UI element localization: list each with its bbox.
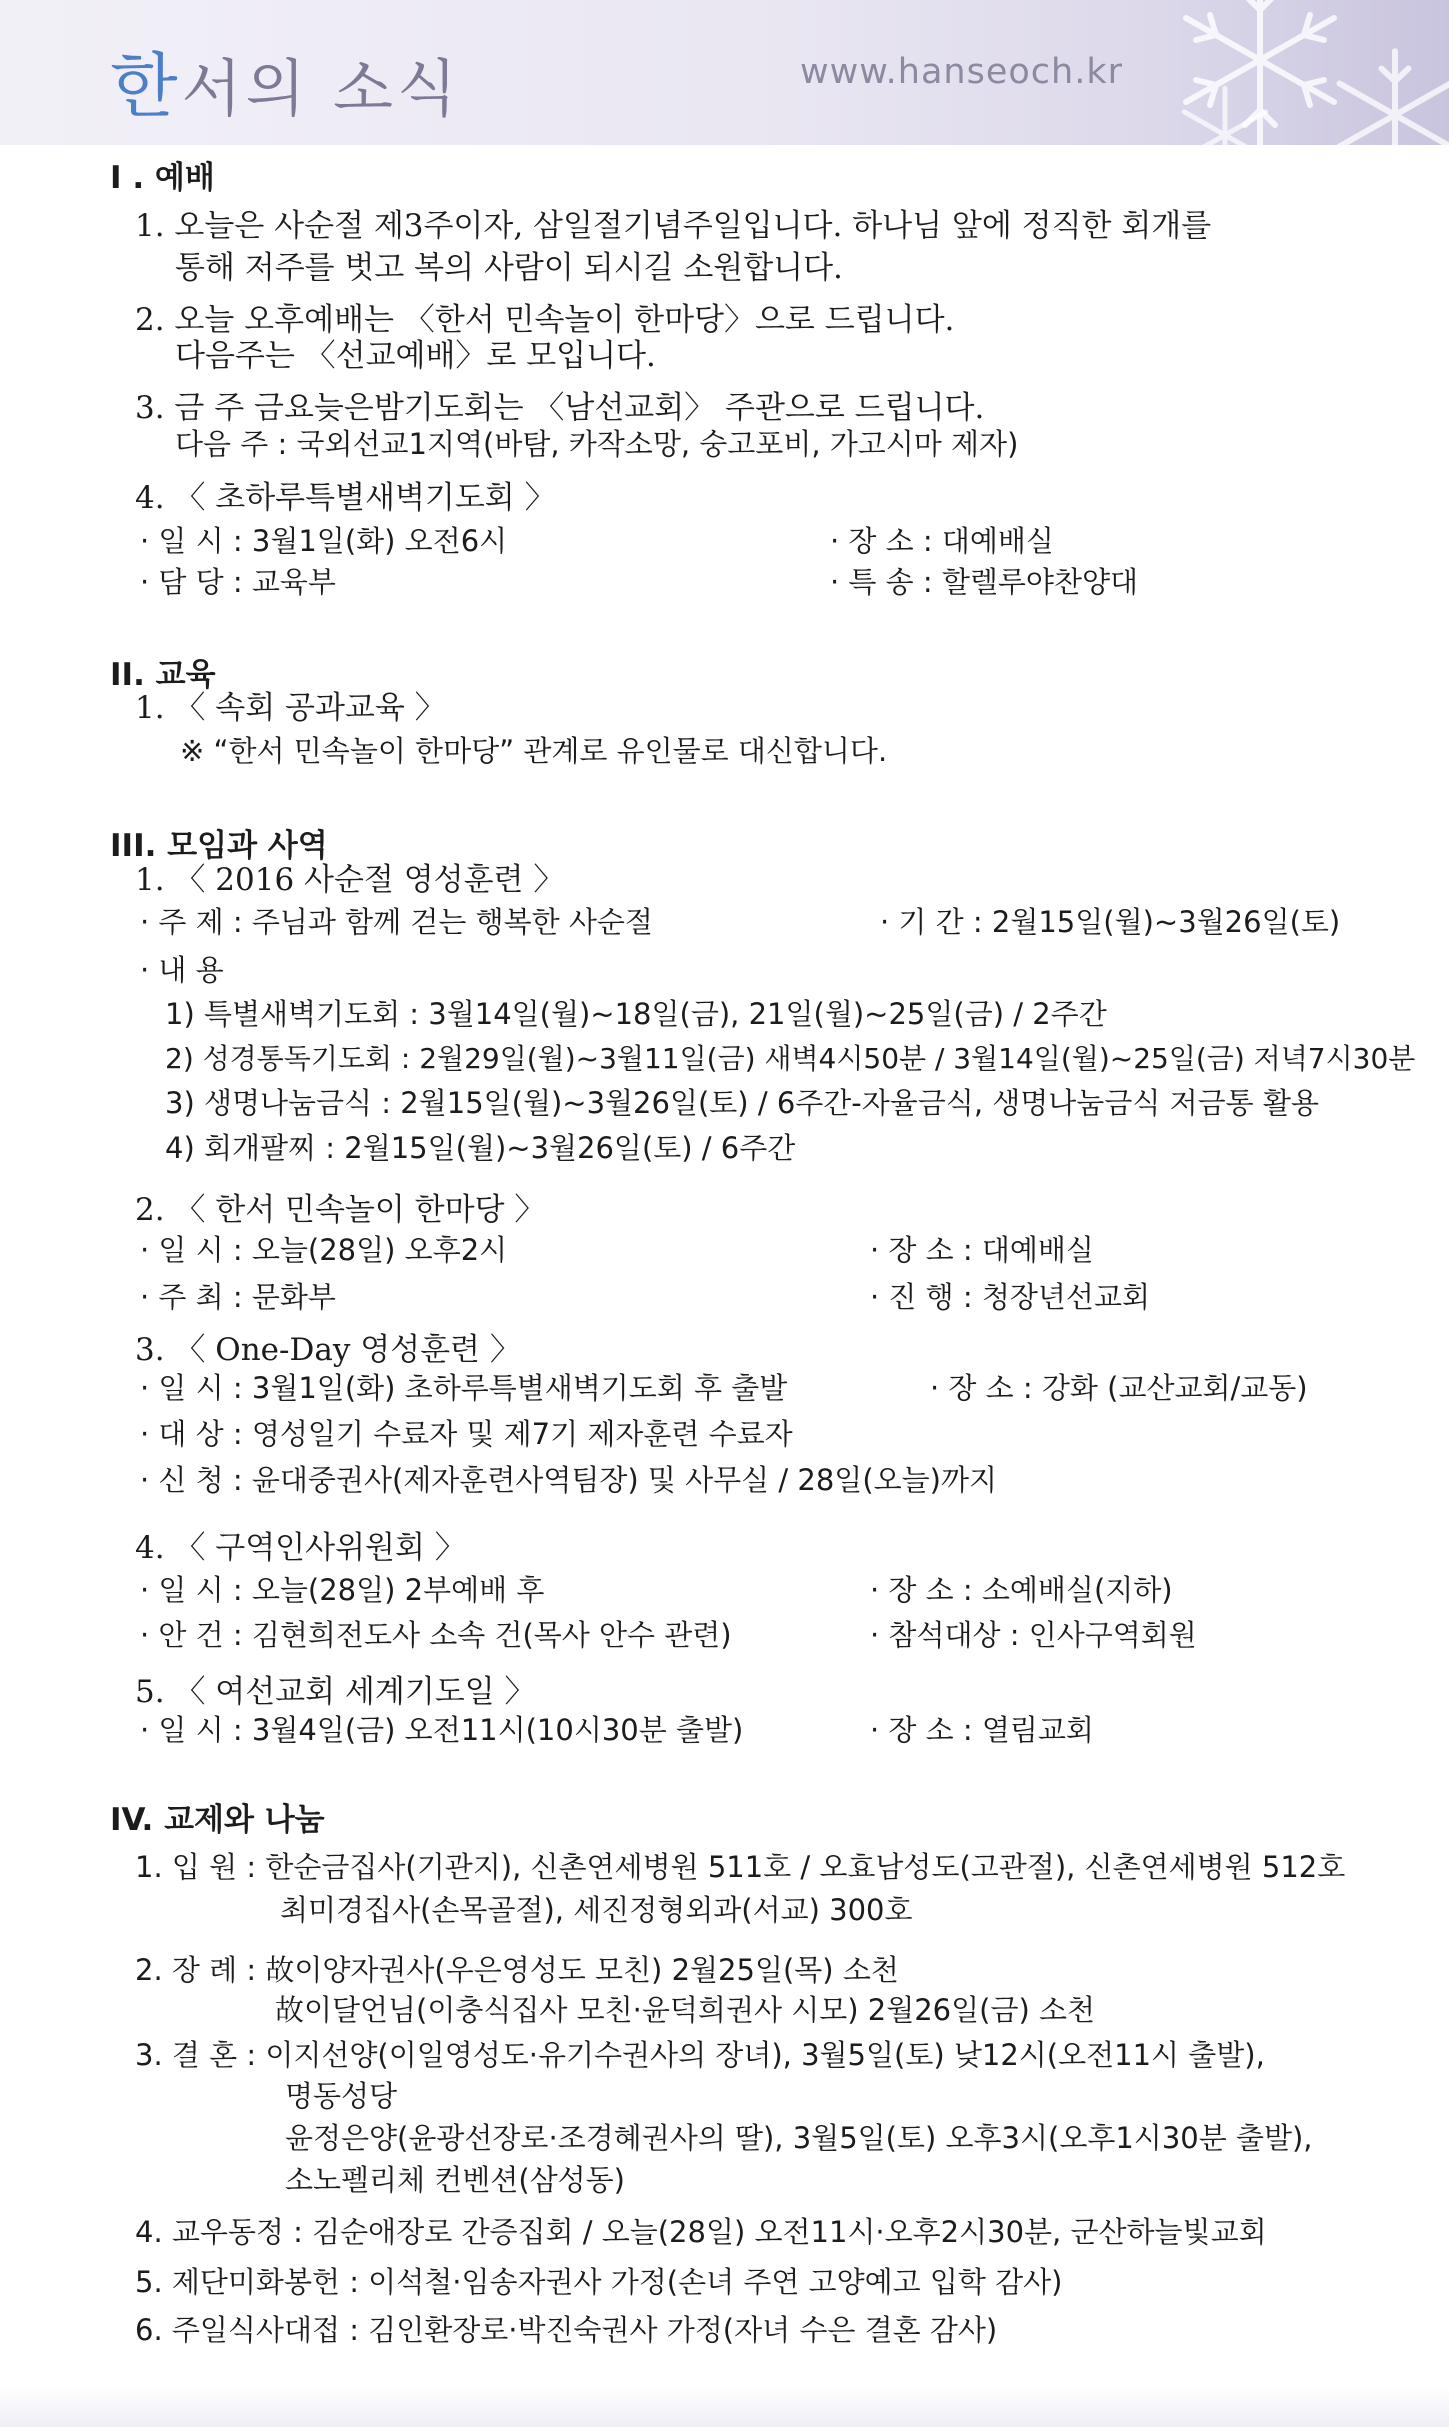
worship-item-3: 3. 금 주 금요늦은밤기도회는 〈남선교회〉 주관으로 드립니다. xyxy=(135,390,985,426)
lent-content-4: 4) 회개팔찌 : 2월15일(월)~3월26일(토) / 6주간 xyxy=(165,1131,796,1165)
meetings-item-2: 2. 〈 한서 민속놀이 한마당 〉 xyxy=(135,1192,546,1228)
worship-item-3-cont: 다음 주 : 국외선교1지역(바탐, 카작소망, 숭고포비, 가고시마 제자) xyxy=(175,427,1019,461)
title-rest: 서의 소식 xyxy=(181,52,461,125)
wedding-line-1: 3. 결 혼 : 이지선양(이일영성도·유기수권사의 장녀), 3월5일(토) 낮12시(오전11시 출발), xyxy=(135,2038,1265,2072)
worship-item-4: 4. 〈 초하루특별새벽기도회 〉 xyxy=(135,480,556,516)
lent-content-label: · 내 용 xyxy=(140,953,224,987)
altar-flowers: 5. 제단미화봉헌 : 이석철·임송자권사 가정(손녀 주연 고양예고 입학 감사) xyxy=(135,2265,1063,2299)
funeral-line-2: 故이달언님(이충식집사 모친·윤덕희권사 시모) 2월26일(금) 소천 xyxy=(275,1993,1096,2027)
lent-period: · 기 간 : 2월15일(월)~3월26일(토) xyxy=(880,905,1341,939)
wedding-line-4: 소노펠리체 컨벤션(삼성동) xyxy=(285,2163,626,2197)
worship-item-4-special: · 특 송 : 할렐루야찬양대 xyxy=(830,565,1138,599)
meetings-item-1: 1. 〈 2016 사순절 영성훈련 〉 xyxy=(135,862,565,898)
hospital-line-2: 최미경집사(손목골절), 세진정형외과(서교) 300호 xyxy=(280,1893,913,1927)
page-bottom-shade xyxy=(0,2385,1449,2427)
folk-game-place: · 장 소 : 대예배실 xyxy=(870,1233,1094,1267)
wedding-line-2: 명동성당 xyxy=(285,2079,398,2113)
section-heading-worship: I . 예배 xyxy=(110,160,215,196)
committee-time: · 일 시 : 오늘(28일) 2부예배 후 xyxy=(140,1573,545,1607)
member-news: 4. 교우동정 : 김순애장로 간증집회 / 오늘(28일) 오전11시·오후2시30분, 군산하늘빛교회 xyxy=(135,2215,1267,2249)
section-heading-meetings: III. 모임과 사역 xyxy=(110,828,328,864)
lent-theme: · 주 제 : 주님과 함께 걷는 행복한 사순절 xyxy=(140,905,653,939)
prayer-day-time: · 일 시 : 3월4일(금) 오전11시(10시30분 출발) xyxy=(140,1713,744,1747)
wedding-line-3: 윤정은양(윤광선장로·조경혜권사의 딸), 3월5일(토) 오후3시(오후1시30분 출발), xyxy=(285,2121,1313,2155)
committee-agenda: · 안 건 : 김현희전도사 소속 건(목사 안수 관련) xyxy=(140,1618,732,1652)
meetings-item-5: 5. 〈 여선교회 세계기도일 〉 xyxy=(135,1674,536,1710)
worship-item-1: 1. 오늘은 사순절 제3주이자, 삼일절기념주일입니다. 하나님 앞에 정직한 회개를 xyxy=(135,208,1212,244)
oneday-time: · 일 시 : 3월1일(화) 초하루특별새벽기도회 후 출발 xyxy=(140,1371,788,1405)
funeral-line-1: 2. 장 례 : 故이양자권사(우은영성도 모친) 2월25일(목) 소천 xyxy=(135,1953,899,1987)
title-first-char: 한 xyxy=(110,45,182,127)
lent-content-3: 3) 생명나눔금식 : 2월15일(월)~3월26일(토) / 6주간-자율금식, 생명나눔금식 저금통 활용 xyxy=(165,1086,1319,1120)
committee-place: · 장 소 : 소예배실(지하) xyxy=(870,1573,1173,1607)
education-note: ※ “한서 민속놀이 한마당” 관계로 유인물로 대신합니다. xyxy=(180,734,888,768)
folk-game-organizer: · 진 행 : 청장년선교회 xyxy=(870,1280,1150,1314)
worship-item-2: 2. 오늘 오후예배는 〈한서 민속놀이 한마당〉으로 드립니다. xyxy=(135,302,955,338)
oneday-place: · 장 소 : 강화 (교산교회/교동) xyxy=(930,1371,1308,1405)
section-heading-fellowship: IV. 교제와 나눔 xyxy=(110,1802,325,1838)
oneday-apply: · 신 청 : 윤대중권사(제자훈련사역팀장) 및 사무실 / 28일(오늘)까지 xyxy=(140,1463,997,1497)
committee-attendees: · 참석대상 : 인사구역회원 xyxy=(870,1618,1197,1652)
worship-item-4-time: · 일 시 : 3월1일(화) 오전6시 xyxy=(140,524,508,558)
meetings-item-4: 4. 〈 구역인사위원회 〉 xyxy=(135,1530,466,1566)
website-url: www.hanseoch.kr xyxy=(800,52,1123,92)
lent-content-1: 1) 특별새벽기도회 : 3월14일(월)~18일(금), 21일(월)~25일(금) / 2주간 xyxy=(165,997,1107,1031)
worship-item-1-cont: 통해 저주를 벗고 복의 사람이 되시길 소원합니다. xyxy=(175,250,843,286)
lent-content-2: 2) 성경통독기도회 : 2월29일(월)~3월11일(금) 새벽4시50분 / 3월14일(월)~25일(금) 저녁7시30분 xyxy=(165,1042,1416,1075)
meetings-item-3: 3. 〈 One-Day 영성훈련 〉 xyxy=(135,1332,521,1368)
worship-item-4-charge: · 담 당 : 교육부 xyxy=(140,565,336,599)
hospital-line-1: 1. 입 원 : 한순금집사(기관지), 신촌연세병원 511호 / 오효남성도(고관절), 신촌연세병원 512호 xyxy=(135,1850,1346,1884)
sunday-meal: 6. 주일식사대접 : 김인환장로·박진숙권사 가정(자녀 수은 결혼 감사) xyxy=(135,2313,998,2347)
education-item-1: 1. 〈 속회 공과교육 〉 xyxy=(135,690,446,726)
worship-item-4-place: · 장 소 : 대예배실 xyxy=(830,524,1054,558)
folk-game-host: · 주 최 : 문화부 xyxy=(140,1280,336,1314)
worship-item-2-cont: 다음주는 〈선교예배〉로 모입니다. xyxy=(175,338,656,374)
oneday-target: · 대 상 : 영성일기 수료자 및 제7기 제자훈련 수료자 xyxy=(140,1417,793,1451)
prayer-day-place: · 장 소 : 열림교회 xyxy=(870,1713,1094,1747)
section-heading-education: II. 교육 xyxy=(110,657,216,693)
folk-game-time: · 일 시 : 오늘(28일) 오후2시 xyxy=(140,1233,508,1267)
